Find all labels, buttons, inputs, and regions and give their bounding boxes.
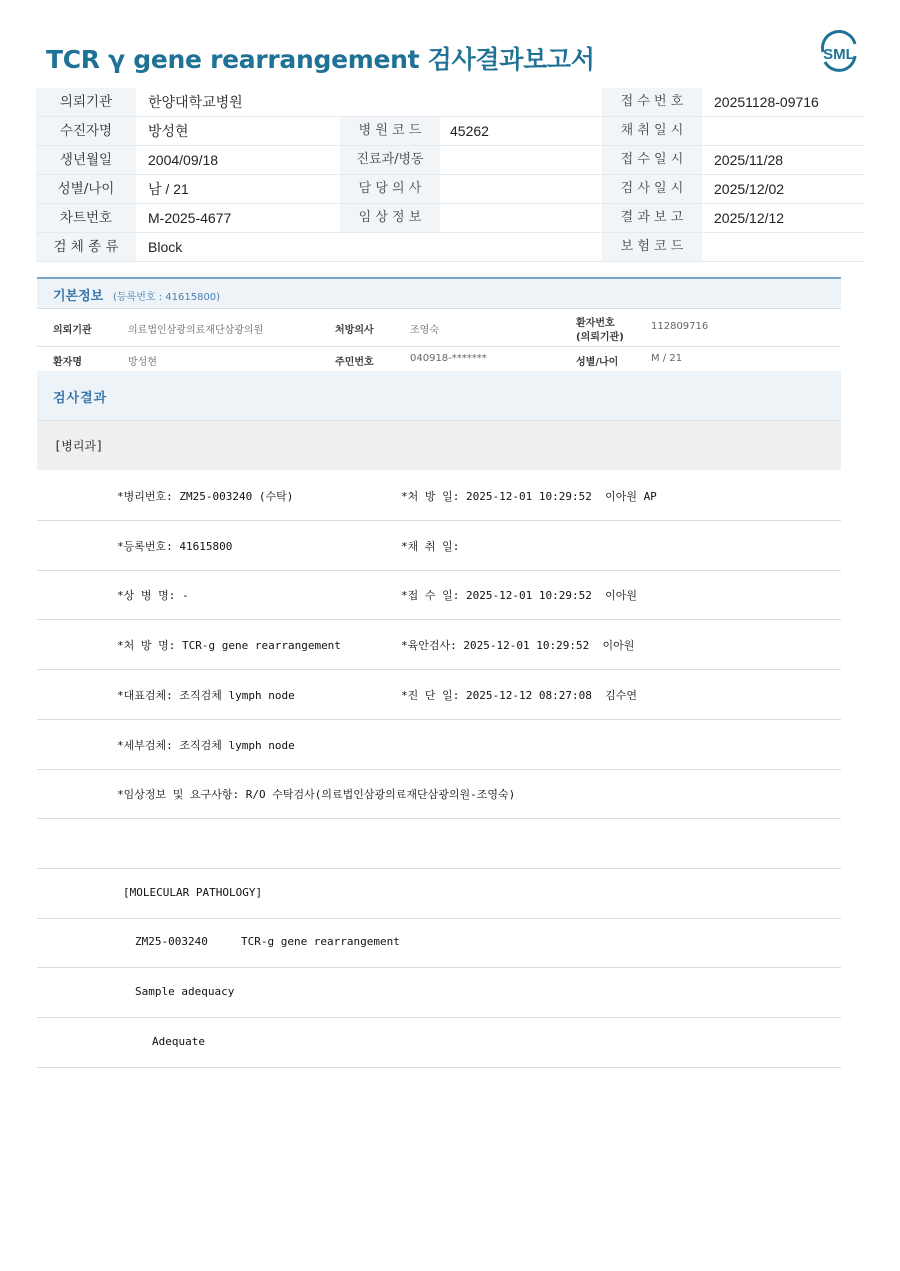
prescribing-doctor-label: 처방의사 bbox=[335, 325, 374, 336]
header-label: 검 사 일 시 bbox=[602, 175, 702, 203]
result-line-right: *처 방 일: 2025-12-01 10:29:52 이아원 AP bbox=[401, 490, 657, 503]
header-label: 결 과 보 고 bbox=[602, 204, 702, 232]
basic-info-title: 기본정보 bbox=[53, 289, 104, 304]
result-line-right: *진 단 일: 2025-12-12 08:27:08 김수연 bbox=[401, 688, 637, 702]
header-row bbox=[36, 146, 864, 175]
header-label: 접 수 번 호 bbox=[602, 88, 702, 116]
basic-info-header bbox=[37, 277, 841, 309]
header-value: 한양대학교병원 bbox=[148, 94, 243, 110]
report-title: TCR γ gene rearrangement 검사결과보고서 bbox=[46, 45, 595, 74]
header-value: M-2025-4677 bbox=[148, 210, 232, 226]
basic-info-panel bbox=[37, 277, 841, 374]
header-label: 진료과/병동 bbox=[340, 146, 440, 174]
result-line-right: *접 수 일: 2025-12-01 10:29:52 이아원 bbox=[401, 589, 637, 603]
sex-age-label: 성별/나이 bbox=[576, 357, 619, 368]
header-value: 2025/12/02 bbox=[714, 181, 785, 197]
header-value: 남 / 21 bbox=[148, 181, 189, 197]
header-label: 검 체 종 류 bbox=[36, 233, 136, 261]
patient-number-value: 112809716 bbox=[651, 321, 709, 332]
header-label: 임 상 정 보 bbox=[340, 204, 440, 232]
header-label: 보 험 코 드 bbox=[602, 233, 702, 261]
result-line-right: *육안검사: 2025-12-01 10:29:52 이아원 bbox=[401, 639, 635, 653]
patient-number-sublabel: (의뢰기관) bbox=[576, 332, 624, 343]
result-line bbox=[37, 670, 841, 720]
result-line bbox=[37, 918, 841, 968]
result-line bbox=[37, 1018, 841, 1068]
header-value: Block bbox=[148, 239, 183, 255]
header-label: 수진자명 bbox=[36, 117, 136, 145]
header-label: 성별/나이 bbox=[36, 175, 136, 203]
requesting-institution-label: 의뢰기관 bbox=[53, 325, 92, 336]
result-line-left: *상 병 명: - bbox=[117, 589, 189, 603]
result-line-left: Adequate bbox=[152, 1034, 205, 1048]
patient-number-label: 환자번호 bbox=[576, 318, 615, 329]
header-label: 생년월일 bbox=[36, 146, 136, 174]
result-line bbox=[37, 471, 841, 521]
result-line-left: *등록번호: 41615800 bbox=[117, 539, 233, 553]
resident-number-label: 주민번호 bbox=[335, 357, 374, 368]
sml-logo bbox=[815, 30, 863, 76]
header-value: 45262 bbox=[450, 123, 489, 139]
patient-name-label: 환자명 bbox=[53, 357, 82, 368]
result-line-left: *처 방 명: TCR-g gene rearrangement bbox=[117, 639, 341, 653]
result-line bbox=[37, 968, 841, 1018]
registration-number: (등록번호 : 41615800) bbox=[113, 292, 221, 303]
result-section-title: 검사결과 bbox=[53, 391, 108, 406]
result-line-left: Sample adequacy bbox=[135, 985, 235, 998]
result-line-left: *대표검체: 조직검체 lymph node bbox=[117, 688, 295, 702]
prescribing-doctor-value: 조영숙 bbox=[410, 325, 439, 336]
result-line-left: *세부검체: 조직검체 lymph node bbox=[117, 738, 295, 752]
header-row bbox=[36, 204, 864, 233]
sex-age-value: M / 21 bbox=[651, 353, 683, 364]
header-label: 채 취 일 시 bbox=[602, 117, 702, 145]
result-section-header bbox=[37, 371, 841, 421]
result-line-right: *채 취 일: bbox=[401, 539, 460, 553]
header-label: 접 수 일 시 bbox=[602, 146, 702, 174]
header-row bbox=[36, 233, 864, 262]
result-line-left: ZM25-003240 TCR-g gene rearrangement bbox=[135, 935, 400, 949]
result-line bbox=[37, 869, 841, 919]
requesting-institution-value: 의료법인삼광의료재단삼광의원 bbox=[128, 325, 264, 336]
patient-name-value: 방성현 bbox=[128, 357, 157, 368]
header-label: 차트번호 bbox=[36, 204, 136, 232]
header-value: 2025/11/28 bbox=[714, 152, 784, 168]
header-value: 2025/12/12 bbox=[714, 210, 785, 226]
header-value: 2004/09/18 bbox=[148, 152, 219, 168]
header-label: 의뢰기관 bbox=[36, 88, 136, 116]
resident-number-value: 040918-******* bbox=[410, 353, 487, 364]
basic-info-row bbox=[37, 347, 841, 374]
result-line bbox=[37, 521, 841, 571]
basic-info-row bbox=[37, 309, 841, 347]
result-line bbox=[37, 570, 841, 620]
result-line-left: *임상정보 및 요구사항: R/O 수탁검사(의료법인삼광의료재단삼광의원-조영숙) bbox=[117, 788, 516, 802]
header-row bbox=[36, 117, 864, 146]
header-value: 방성현 bbox=[148, 123, 189, 139]
header-row bbox=[36, 175, 864, 204]
header-value: 20251128-09716 bbox=[714, 94, 819, 110]
department-bar bbox=[37, 421, 841, 470]
result-line bbox=[37, 720, 841, 770]
result-line-left: [MOLECULAR PATHOLOGY] bbox=[123, 885, 263, 899]
result-line-left: *병리번호: ZM25-003240 (수탁) bbox=[117, 490, 294, 503]
department-label: [병리과] bbox=[54, 439, 104, 453]
header-label: 담 당 의 사 bbox=[340, 175, 440, 203]
report-header-table bbox=[36, 88, 864, 262]
result-line bbox=[37, 769, 841, 819]
result-line bbox=[37, 620, 841, 670]
logo-text: SML bbox=[823, 46, 855, 63]
result-line bbox=[37, 819, 841, 869]
header-row bbox=[36, 88, 864, 117]
header-label: 병 원 코 드 bbox=[340, 117, 440, 145]
